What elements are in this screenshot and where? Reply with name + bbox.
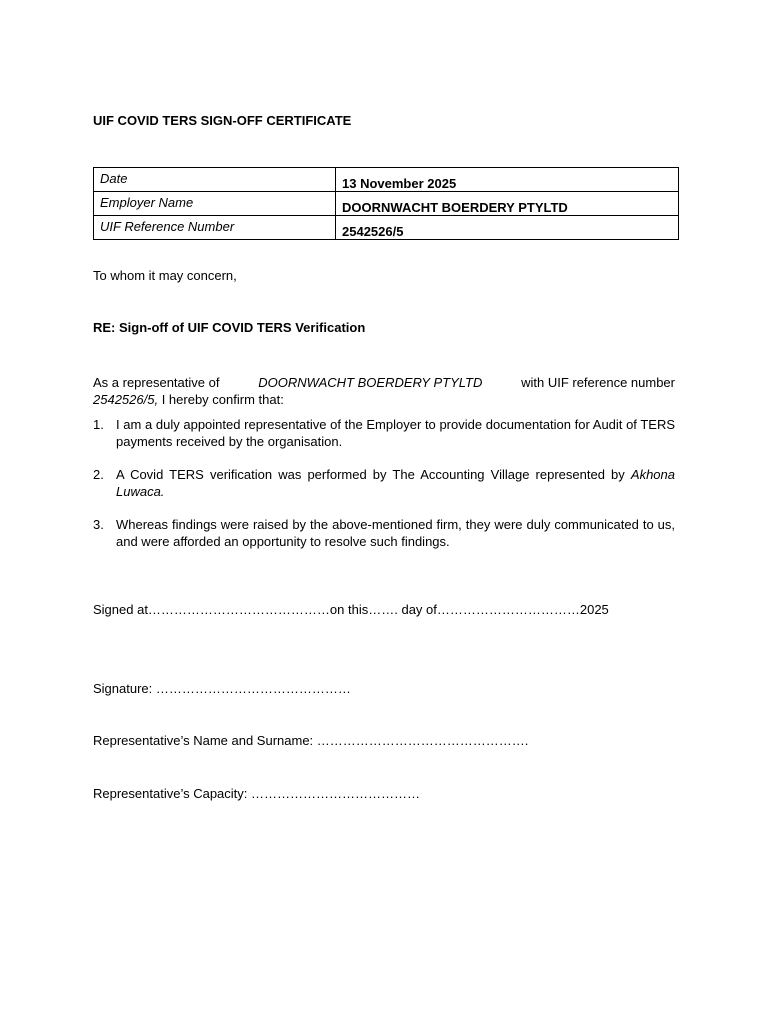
employer-name-value: DOORNWACHT BOERDERY PTYLTD	[336, 192, 679, 216]
intro-text: with UIF reference number	[521, 375, 675, 390]
list-number: 2.	[93, 467, 104, 482]
table-row	[94, 192, 679, 216]
representative-capacity-line: Representative’s Capacity: …………………………………	[93, 786, 421, 801]
date-value: 13 November 2025	[336, 168, 679, 192]
list-text: I am a duly appointed representative of the Employer to provide documentation for Audit of TERS payments received by the organisation.	[116, 417, 675, 449]
list-item	[93, 416, 675, 450]
signed-at-line: Signed at……………………………………on this……. day of……………………………2025	[93, 602, 609, 617]
intro-text: As a representative of	[93, 375, 220, 390]
info-table	[93, 167, 679, 240]
table-row	[94, 216, 679, 240]
intro-paragraph	[93, 374, 675, 408]
list-text: Whereas findings were raised by the above-mentioned firm, they were duly communicated to us, and were afforded an opportunity to resolve such findings.	[116, 517, 675, 549]
document-title: UIF COVID TERS SIGN-OFF CERTIFICATE	[93, 113, 352, 128]
uif-reference-value: 2542526/5	[336, 216, 679, 240]
employer-name-label: Employer Name	[94, 192, 336, 216]
intro-first-line	[93, 374, 675, 391]
intro-reference: 2542526/5,	[93, 392, 159, 407]
intro-employer: DOORNWACHT BOERDERY PTYLTD	[258, 375, 483, 390]
representative-name: Akhona Luwaca.	[116, 467, 675, 499]
list-text	[116, 466, 675, 500]
date-label: Date	[94, 168, 336, 192]
intro-text: I hereby confirm that:	[161, 392, 284, 407]
list-item	[93, 516, 675, 550]
list-number: 3.	[93, 517, 104, 532]
signature-line: Signature: ………………………………………	[93, 681, 351, 696]
uif-reference-label: UIF Reference Number	[94, 216, 336, 240]
representative-name-line: Representative’s Name and Surname: ………………………………………….	[93, 733, 529, 748]
confirmation-list	[93, 416, 675, 566]
list-item	[93, 466, 675, 500]
salutation: To whom it may concern,	[93, 268, 237, 283]
table-row	[94, 168, 679, 192]
list-text-main: A Covid TERS verification was performed by The Accounting Village represented by	[116, 467, 625, 482]
intro-second-line	[93, 391, 675, 408]
subject-line: RE: Sign-off of UIF COVID TERS Verification	[93, 320, 366, 335]
list-number: 1.	[93, 417, 104, 432]
